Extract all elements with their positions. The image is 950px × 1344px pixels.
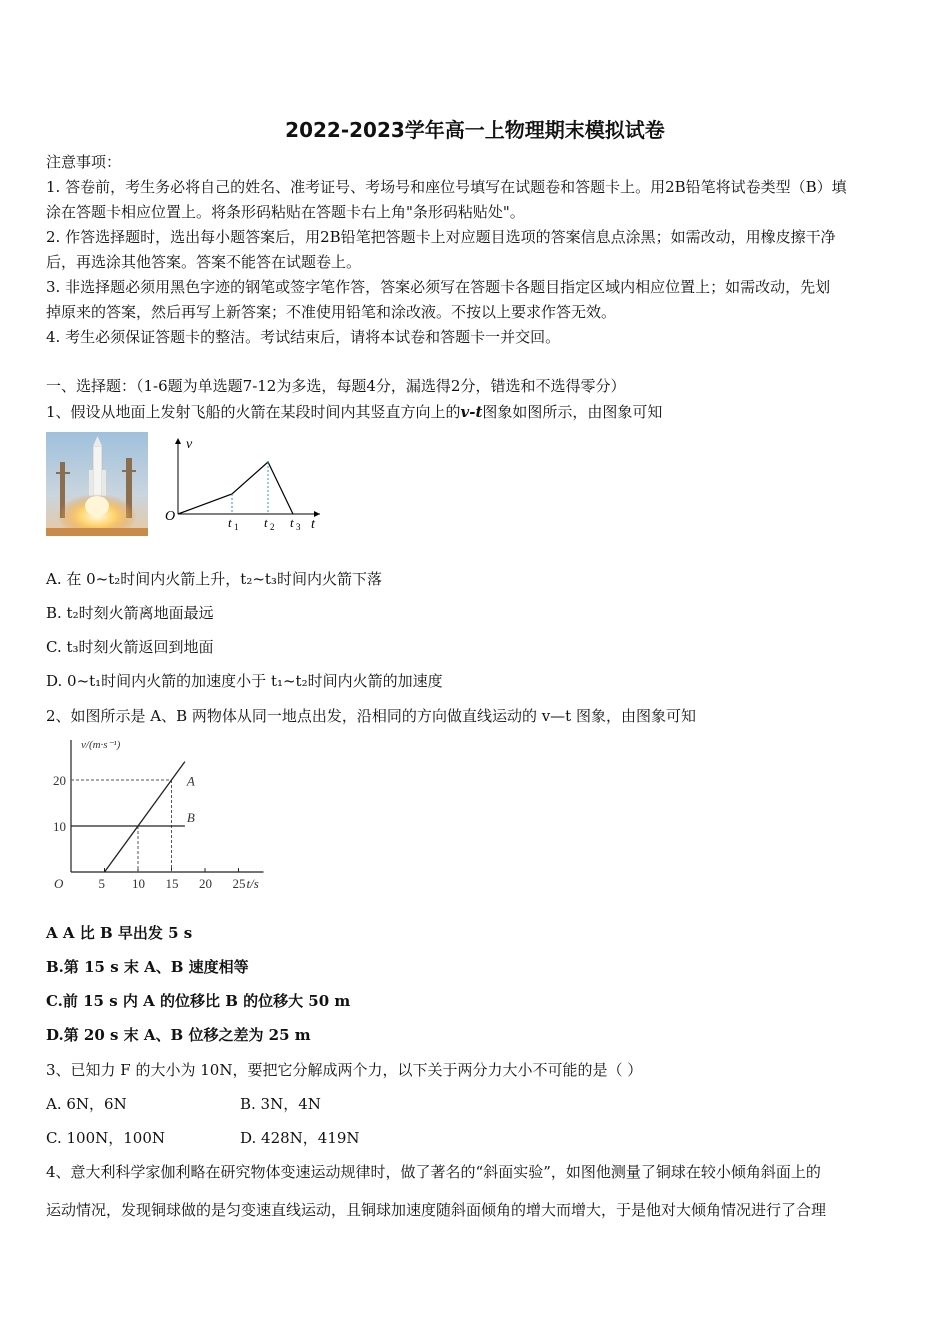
section-heading: 一、选择题：（1-6题为单选题7-12为多选，每题4分，漏选得2分，错选和不选得零分） (46, 377, 626, 395)
q1-vt-line (178, 462, 293, 514)
series-label-A: A (186, 773, 195, 789)
t3-subscript: 3 (296, 522, 301, 532)
q1-vt-graph (160, 432, 332, 536)
notice-line: 掉原来的答案，然后再写上新答案；不准使用铅笔和涂改液。不按以上要求作答无效。 (46, 303, 617, 321)
q1-stem-vt: v-t (460, 403, 483, 421)
origin-label: O (54, 876, 64, 891)
q1-stem-text: 图象如图所示，由图象可知 (482, 403, 663, 421)
q3-option-b[interactable]: B. 3N，4N (240, 1095, 321, 1113)
q2-option-d[interactable]: D.第 20 s 末 A、B 位移之差为 25 m (46, 1026, 311, 1044)
t3-label: t (290, 515, 294, 530)
q1-option-c[interactable]: C. t₃时刻火箭返回到地面 (46, 638, 214, 656)
question-1-stem (46, 402, 662, 422)
notice-line: 涂在答题卡相应位置上。将条形码粘贴在答题卡右上角"条形码粘贴处"。 (46, 203, 525, 221)
question-3-stem: 3、已知力 F 的大小为 10N，要把它分解成两个力，以下关于两分力大小不可能的是（ ） (46, 1061, 643, 1079)
notice-line: 后，再选涂其他答案。答案不能答在试题卷上。 (46, 253, 362, 271)
x-tick-label: 15 (165, 876, 179, 891)
x-tick-label: 5 (98, 876, 105, 891)
t1-subscript: 1 (234, 522, 239, 532)
t2-label: t (264, 515, 268, 530)
q2-option-b[interactable]: B.第 15 s 末 A、B 速度相等 (46, 958, 249, 976)
notice-line: 1. 答卷前，考生务必将自己的姓名、准考证号、考场号和座位号填写在试题卷和答题卡上。用2B铅笔将试卷类型（B）填 (46, 178, 847, 196)
question-2-stem: 2、如图所示是 A、B 两物体从同一地点出发，沿相同的方向做直线运动的 v—t 图象，由图象可知 (46, 707, 696, 725)
x-axis-label: t/s (246, 876, 259, 891)
y-axis-label: v/(m·s⁻¹) (81, 739, 121, 751)
q1-option-b[interactable]: B. t₂时刻火箭离地面最远 (46, 604, 214, 622)
q1-option-d[interactable]: D. 0~t₁时间内火箭的加速度小于 t₁~t₂时间内火箭的加速度 (46, 672, 443, 690)
q2-option-c[interactable]: C.前 15 s 内 A 的位移比 B 的位移大 50 m (46, 992, 351, 1010)
notice-line: 4. 考生必须保证答题卡的整洁。考试结束后，请将本试卷和答题卡一并交回。 (46, 328, 561, 346)
q2-vt-chart (46, 732, 276, 900)
notice-line: 2. 作答选择题时，选出每小题答案后，用2B铅笔把答题卡上对应题目选项的答案信息点涂黑；如需改动，用橡皮擦干净 (46, 228, 836, 246)
q1-stem-text: 1、假设从地面上发射飞船的火箭在某段时间内其竖直方向上的 (46, 403, 461, 421)
notice-line: 3. 非选择题必须用黑色字迹的钢笔或签字笔作答，答案必须写在答题卡各题目指定区域内相应位置上；如需改动，先划 (46, 278, 831, 296)
q2-option-a[interactable]: A A 比 B 早出发 5 s (46, 924, 193, 942)
notice-heading: 注意事项： (46, 153, 122, 171)
t1-label: t (228, 515, 232, 530)
y-tick-label: 10 (53, 819, 66, 834)
question-4-line: 4、意大利科学家伽利略在研究物体变速运动规律时，做了著名的“斜面实验”，如图他测量了铜球在较小倾角斜面上的 (46, 1163, 821, 1181)
x-tick-label: 25 (232, 876, 246, 891)
series-line-A (105, 762, 185, 872)
t-axis-label: t (311, 517, 315, 532)
y-tick-label: 20 (53, 773, 66, 788)
t2-subscript: 2 (270, 522, 275, 532)
q3-option-a[interactable]: A. 6N，6N (46, 1095, 127, 1113)
q1-option-a[interactable]: A. 在 0~t₂时间内火箭上升，t₂~t₃时间内火箭下落 (46, 570, 382, 588)
exam-title: 2022-2023学年高一上物理期末模拟试卷 (285, 118, 665, 142)
rocket-launch-photo (46, 432, 148, 536)
q3-option-d[interactable]: D. 428N，419N (240, 1129, 360, 1147)
v-axis-label: v (186, 437, 193, 452)
x-tick-label: 20 (199, 876, 212, 891)
question-4-line: 运动情况，发现铜球做的是匀变速直线运动，且铜球加速度随斜面倾角的增大而增大，于是他对大倾角情况进行了合理 (46, 1201, 827, 1219)
q3-option-c[interactable]: C. 100N，100N (46, 1129, 165, 1147)
origin-label: O (165, 509, 176, 524)
series-label-B: B (186, 810, 195, 825)
x-tick-label: 10 (132, 876, 145, 891)
